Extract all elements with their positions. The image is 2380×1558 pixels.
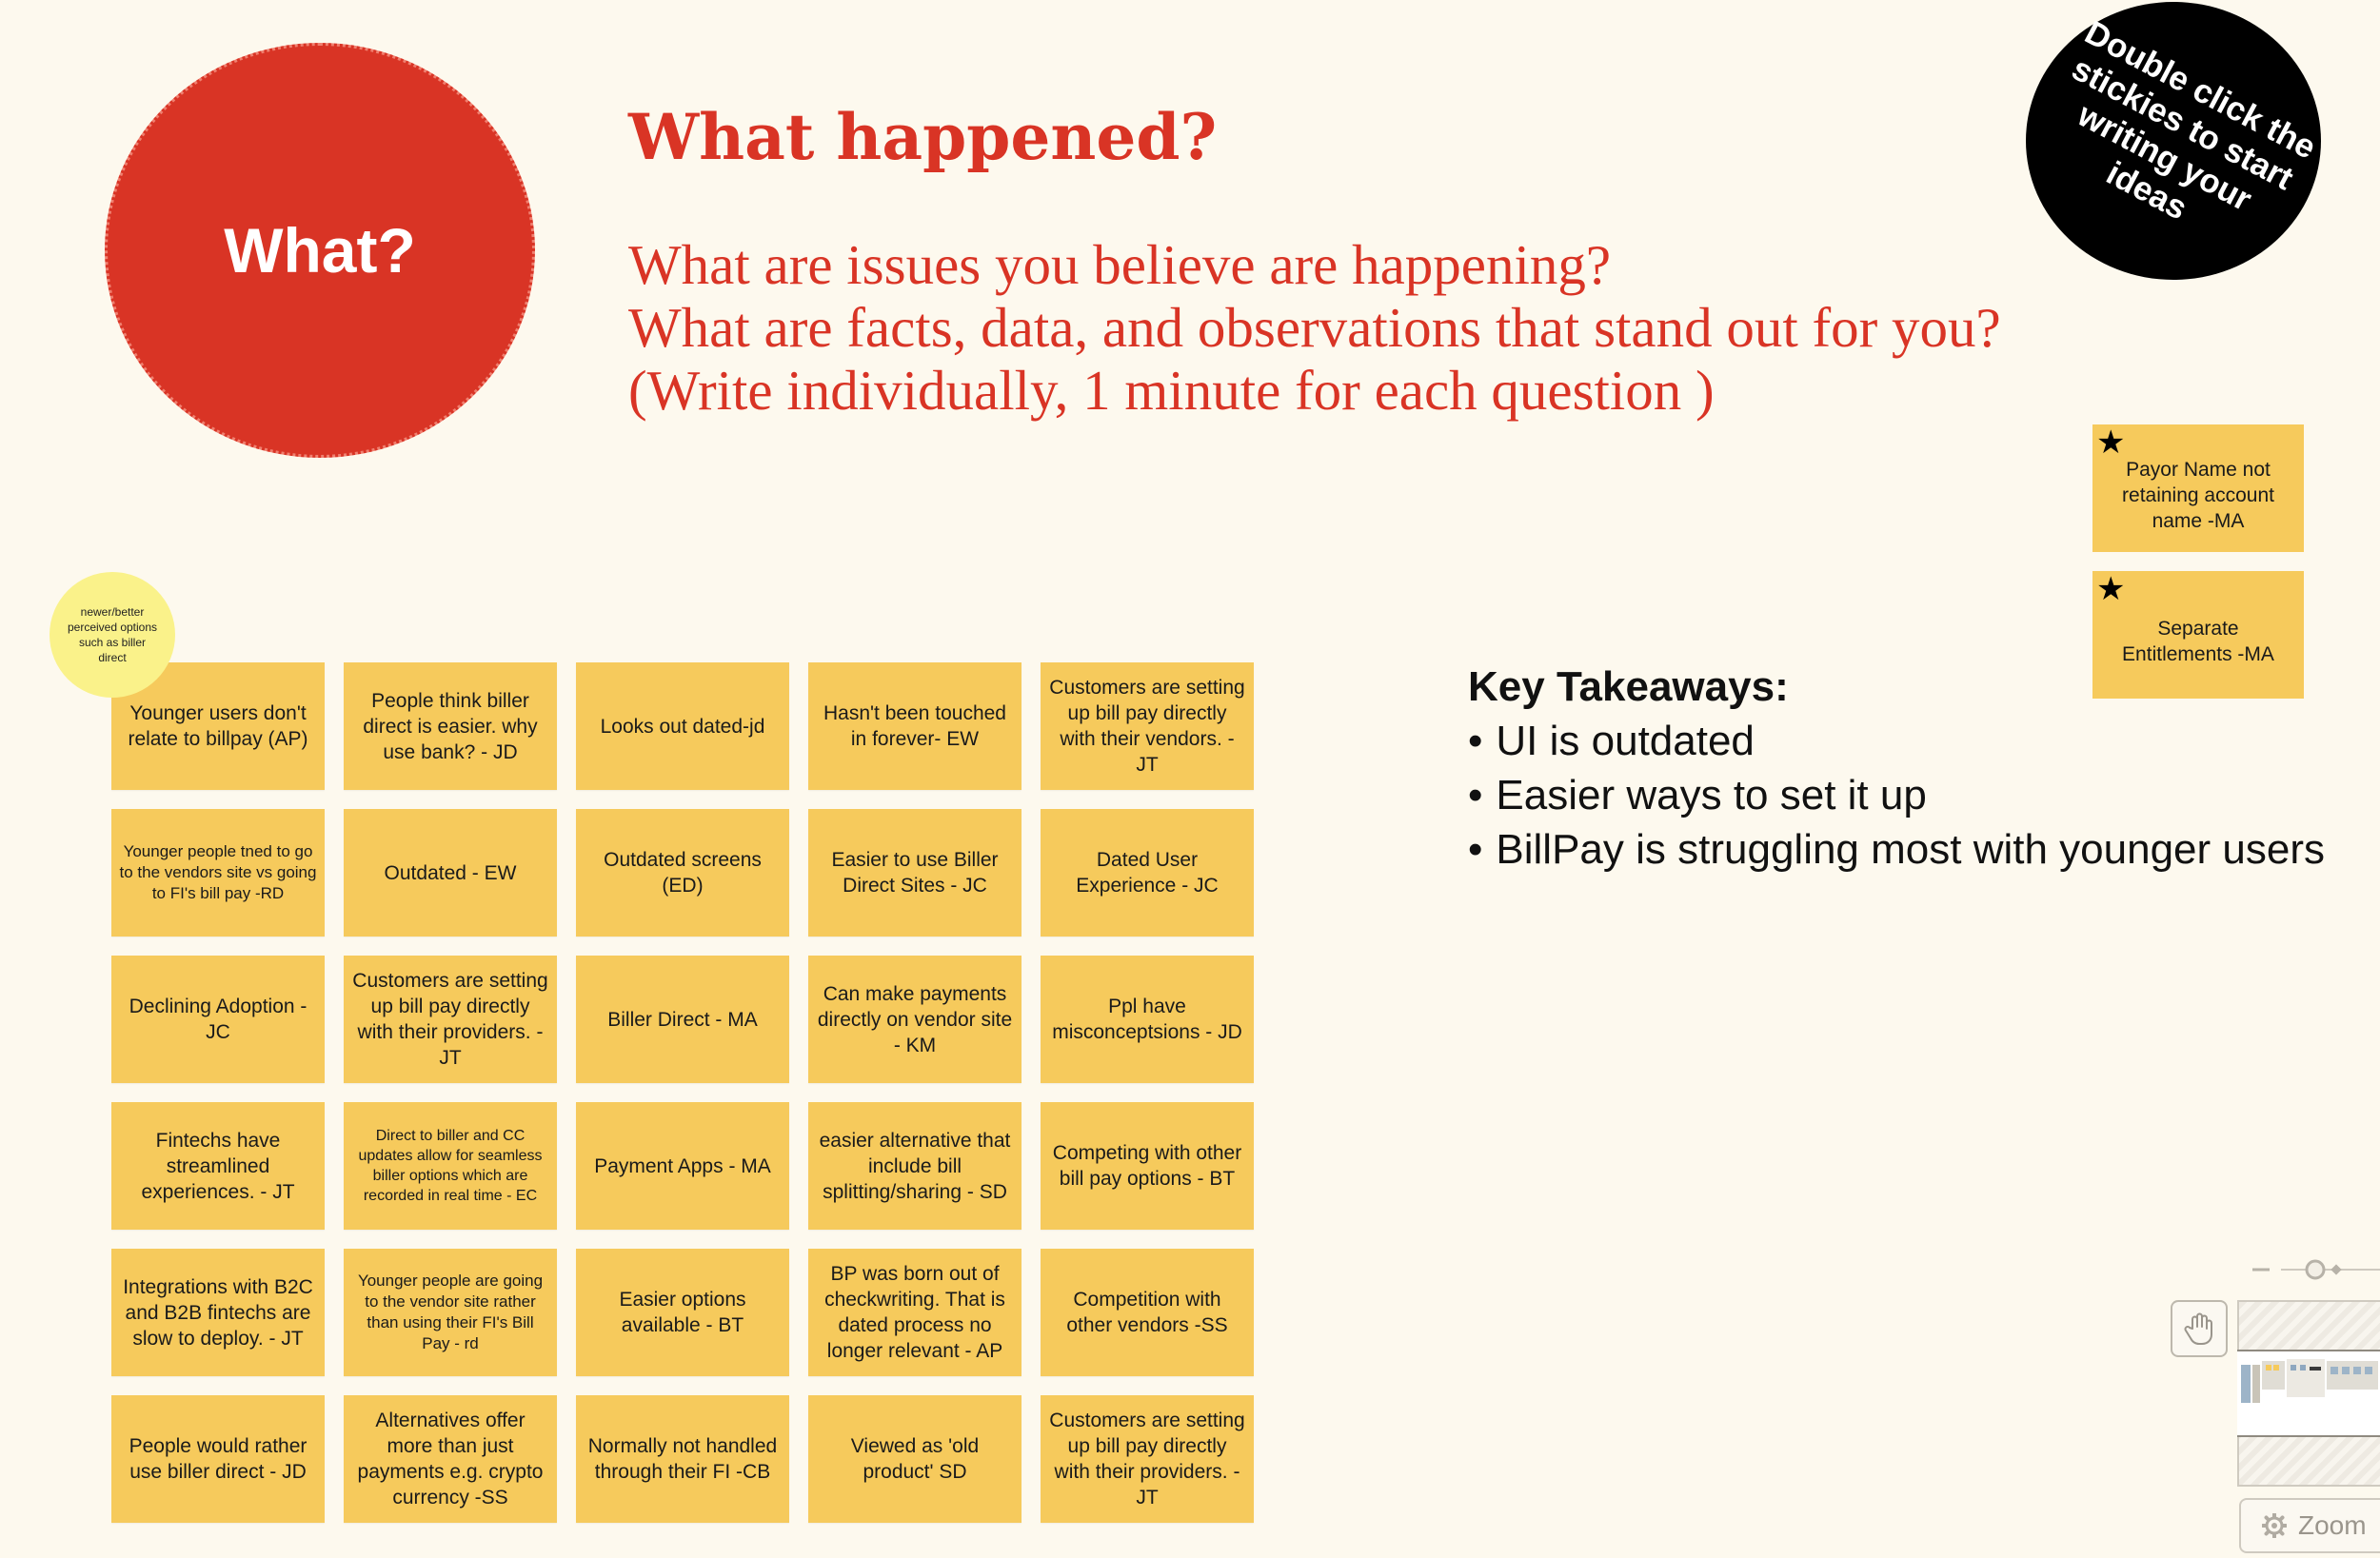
- sticky-text: Easier options available - BT: [619, 1289, 746, 1336]
- what-circle-label: What?: [224, 215, 416, 286]
- sticky-text: Easier to use Biller Direct Sites - JC: [831, 849, 999, 897]
- sticky-text: Younger users don't relate to billpay (AP): [128, 702, 308, 750]
- sticky-note[interactable]: [111, 956, 325, 1083]
- sticky-text: Ppl have misconceptsions - JD: [1052, 996, 1242, 1043]
- sticky-note[interactable]: [808, 809, 1021, 937]
- sticky-note[interactable]: [808, 1395, 1021, 1523]
- sticky-text: Declining Adoption - JC: [129, 996, 307, 1043]
- sticky-text: Competing with other bill pay options - BT: [1052, 1142, 1242, 1190]
- sticky-text: Competition with other vendors -SS: [1066, 1289, 1228, 1336]
- sticky-note[interactable]: [1041, 1249, 1254, 1376]
- sticky-text: Hasn't been touched in forever- EW: [823, 702, 1006, 750]
- sticky-text: Outdated screens (ED): [604, 849, 762, 897]
- zoom-marker: [2330, 1264, 2341, 1274]
- sticky-text: Direct to biller and CC updates allow for seamless biller options which are recorded in real time - EC: [358, 1128, 543, 1204]
- minimap-content: [2237, 1351, 2380, 1435]
- sticky-text: Customers are setting up bill pay directly with their providers. - JT: [1049, 1410, 1245, 1509]
- side-sticky-text: Payor Name not retaining account name -MA: [2122, 458, 2274, 532]
- gear-icon: [2262, 1513, 2287, 1538]
- sticky-note[interactable]: [344, 809, 557, 937]
- hand-icon: [2183, 1311, 2215, 1346]
- sticky-text: Normally not handled through their FI -CB: [587, 1435, 778, 1483]
- sticky-text: People think biller direct is easier. why use bank? - JD: [363, 689, 538, 763]
- hand-tool-button[interactable]: [2171, 1300, 2228, 1357]
- sticky-text: Outdated - EW: [384, 861, 517, 884]
- sticky-text: easier alternative that include bill splitting/sharing - SD: [819, 1129, 1011, 1203]
- what-circle[interactable]: [105, 43, 535, 458]
- sticky-text: BP was born out of checkwriting. That is dated process no longer relevant - AP: [824, 1263, 1005, 1362]
- takeaway-item: • BillPay is struggling most with younger users: [1468, 822, 2325, 877]
- sticky-text: Dated User Experience - JC: [1076, 849, 1219, 897]
- sticky-note[interactable]: [1041, 1395, 1254, 1523]
- sticky-note[interactable]: [576, 662, 789, 790]
- sticky-note[interactable]: [111, 1102, 325, 1230]
- takeaways-list: [1468, 714, 2325, 877]
- prompt-questions[interactable]: [628, 233, 2285, 422]
- sticky-text: Biller Direct - MA: [607, 1008, 758, 1031]
- sticky-text: Payment Apps - MA: [594, 1154, 771, 1177]
- sticky-note[interactable]: [344, 956, 557, 1083]
- sticky-note[interactable]: [344, 662, 557, 790]
- section-title[interactable]: What happened?: [628, 100, 1218, 174]
- sticky-note[interactable]: [576, 1102, 789, 1230]
- sticky-text: Fintechs have streamlined experiences. - JT: [141, 1129, 295, 1203]
- key-takeaways[interactable]: [1468, 661, 2325, 877]
- sticky-note[interactable]: [1041, 1102, 1254, 1230]
- sticky-text: Integrations with B2C and B2B fintechs are slow to deploy. - JT: [123, 1275, 313, 1350]
- sticky-note[interactable]: [344, 1249, 557, 1376]
- sticky-note[interactable]: [344, 1102, 557, 1230]
- sticky-note[interactable]: [1041, 662, 1254, 790]
- takeaway-item: • Easier ways to set it up: [1468, 768, 2325, 822]
- sticky-note[interactable]: [808, 956, 1021, 1083]
- star-icon: ★: [2096, 571, 2126, 607]
- sticky-text: People would rather use biller direct - JD: [129, 1435, 307, 1483]
- sticky-text: Can make payments directly on vendor site - KM: [817, 982, 1013, 1056]
- takeaway-item: • UI is outdated: [1468, 714, 2325, 768]
- dot-note[interactable]: [50, 572, 175, 698]
- side-sticky-text: Separate Entitlements -MA: [2122, 618, 2274, 665]
- sticky-note[interactable]: [344, 1395, 557, 1523]
- sticky-text: Viewed as 'old product' SD: [850, 1435, 980, 1483]
- question-3: (Write individually, 1 minute for each question ): [628, 359, 1715, 422]
- sticky-note[interactable]: [576, 1395, 789, 1523]
- zoom-handle: [2307, 1261, 2324, 1278]
- sticky-note[interactable]: [576, 1249, 789, 1376]
- star-icon: ★: [2096, 424, 2126, 461]
- sticky-note[interactable]: [111, 1249, 325, 1376]
- sticky-note[interactable]: [808, 662, 1021, 790]
- sticky-note[interactable]: [808, 1102, 1021, 1230]
- sticky-text: Customers are setting up bill pay directly with their vendors. - JT: [1049, 677, 1245, 776]
- zoom-button[interactable]: [2239, 1498, 2380, 1553]
- sticky-text: Looks out dated-jd: [600, 715, 765, 738]
- sticky-note[interactable]: [111, 1395, 325, 1523]
- sticky-text: Alternatives offer more than just payments e.g. crypto currency -SS: [357, 1410, 544, 1509]
- question-2: What are facts, data, and observations that stand out for you?: [628, 296, 2001, 359]
- sticky-note[interactable]: [576, 809, 789, 937]
- takeaways-heading: Key Takeaways:: [1468, 663, 1789, 710]
- side-sticky[interactable]: [2092, 424, 2304, 552]
- minimap-viewport[interactable]: [2237, 1350, 2380, 1437]
- question-1: What are issues you believe are happening?: [628, 233, 1612, 296]
- sticky-note[interactable]: [1041, 956, 1254, 1083]
- sticky-text: Customers are setting up bill pay directly with their providers. - JT: [352, 970, 548, 1069]
- zoom-label: Zoom: [2298, 1510, 2367, 1540]
- sticky-text: Younger people tned to go to the vendors site vs going to FI's bill pay -RD: [119, 842, 317, 902]
- sticky-note[interactable]: [576, 956, 789, 1083]
- sticky-note[interactable]: [111, 809, 325, 937]
- sticky-note[interactable]: [1041, 809, 1254, 937]
- sticky-text: Younger people are going to the vendor site rather than using their FI's Bill Pay - rd: [357, 1272, 544, 1352]
- sticky-note[interactable]: [808, 1249, 1021, 1376]
- hint-text: Double click the stickies to start writing your ideas: [2066, 13, 2323, 227]
- dot-note-text: newer/better perceived options such as biller direct: [67, 605, 158, 664]
- zoom-slider[interactable]: [2249, 1258, 2380, 1281]
